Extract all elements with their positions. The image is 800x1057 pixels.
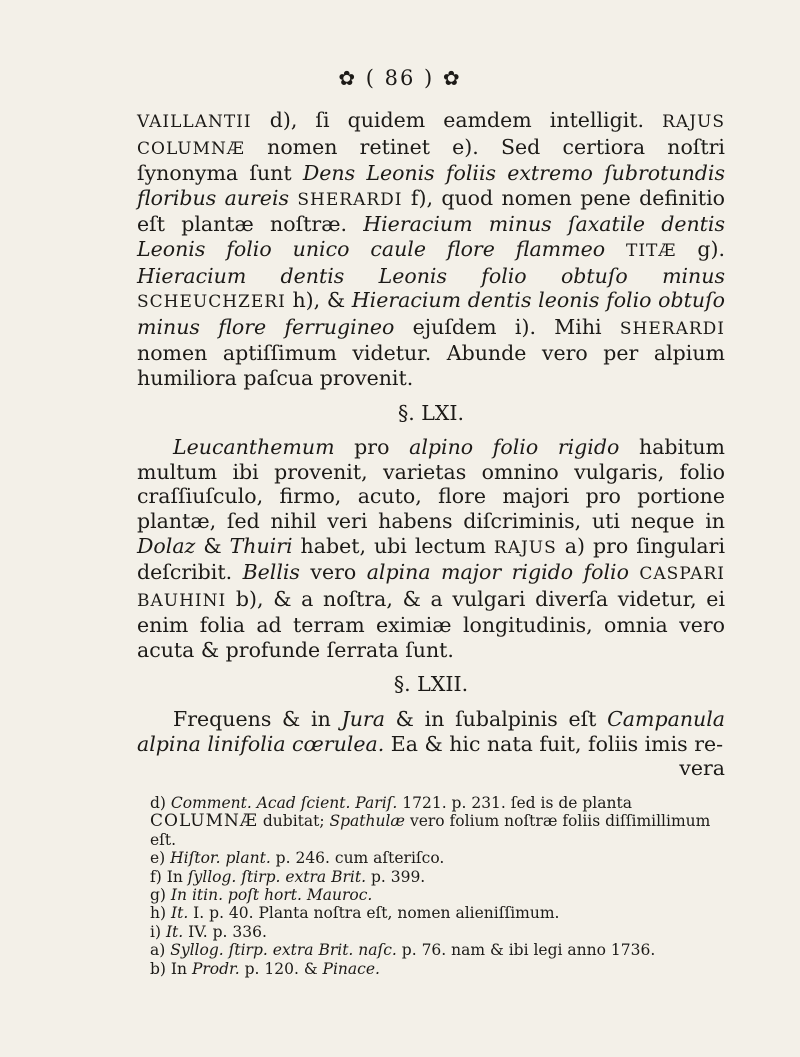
text-run: IV. p. 336. (183, 922, 267, 941)
text-run: a) (150, 941, 171, 960)
text-run: SCHEUCHZERI (137, 292, 286, 313)
text-run: p. 120. & (239, 959, 323, 978)
catchword: vera (679, 756, 725, 781)
text-run: Prodr. (191, 959, 240, 978)
text-run: & (195, 533, 230, 558)
text-run: h) (150, 904, 171, 923)
text-run: Comment. Acad ſcient. Pariſ. (170, 794, 398, 812)
text-run: In itin. poſt hort. Mauroc. (170, 886, 373, 905)
text-run: e) (150, 849, 171, 868)
text-run: & in ſubalpinis eſt (384, 707, 608, 732)
text-run (629, 560, 639, 584)
text-run: Leucanthemum (173, 435, 335, 460)
text-run: It. (170, 904, 189, 923)
text-run: g) (150, 886, 171, 905)
text-run: habitum multum ibi provenit, varietas omnino vulgaris, folio craſſiuſculo, firmo, acuto, flore majori pro portione plantæ, ſed nihil veri habens diſcriminis, uti neque in (137, 435, 725, 533)
text-run: d) (150, 794, 171, 812)
text-run: habet, ubi lectum (292, 533, 494, 558)
text-run: RAJUS (493, 537, 557, 558)
footnote-f (150, 868, 725, 886)
text-run: Hieracium minus ſaxatile dentis Leonis folio unico caule flore flammeo (137, 212, 725, 261)
text-run: CASPARI BAUHINI (137, 564, 725, 611)
text-run: Frequens & in (173, 707, 342, 732)
text-run: RAJUS COLUMNÆ (137, 112, 725, 159)
ornament-left-icon: ✿ (338, 66, 358, 90)
text-run: a) pro ſingulari deſcribit. (137, 533, 726, 585)
text-run: f) In (150, 867, 188, 886)
text-run: Thuiri (229, 533, 293, 558)
main-text (137, 108, 725, 781)
text-run: vero folium noſtræ foliis diſſimillimum eſt. (150, 812, 711, 849)
text-run: i) (150, 922, 166, 941)
text-run: dubitat; (257, 812, 330, 831)
ornament-right-icon: ✿ (442, 66, 462, 90)
text-run: Syllog. ſtirp. extra Brit. naſc. (170, 941, 397, 960)
text-run: TITÆ (626, 240, 677, 261)
text-run: COLUMNÆ (150, 811, 258, 832)
text-run: alpino folio rigido (409, 435, 620, 460)
text-run (605, 237, 626, 261)
page-number: ( 86 ) (365, 66, 435, 90)
footnote-b (150, 960, 725, 978)
text-run: h), & (285, 288, 352, 313)
section-heading-62: §. LXII. (393, 672, 469, 697)
text-run: Jura (341, 707, 385, 732)
paragraph-2 (137, 435, 725, 662)
footnote-h (150, 904, 725, 922)
text-run: Hieracium dentis Leonis folio obtuſo minus (137, 263, 725, 288)
footnote-i (150, 923, 725, 941)
text-run: Campanula alpina linifolia cœrulea. (137, 707, 725, 756)
text-run: SHERARDI (297, 189, 403, 210)
text-run: vero (299, 560, 367, 585)
text-run: nomen aptiſſimum videtur. Abunde vero per alpium humiliora paſcua provenit. (137, 341, 725, 390)
text-run: b), & a noſtra, & a vulgari diverſa videtur, ei enim folia ad terram eximiæ longitudinis, omnia vero acuta & profunde ſerrata ſunt. (137, 586, 725, 662)
text-run: It. (165, 922, 184, 941)
text-run: Ea & hic nata fuit, foliis imis re- (384, 731, 724, 756)
footnote-e (150, 849, 725, 867)
text-run: p. 76. nam & ibi legi anno 1736. (396, 941, 656, 960)
text-run: Hieracium dentis leonis folio obtuſo minus flore ferrugineo (137, 288, 725, 339)
running-head (0, 66, 800, 90)
text-run: nomen retinet e). Sed certiora noſtri ſynonyma ſunt (137, 134, 725, 186)
footnotes (150, 794, 725, 978)
text-run: I. p. 40. Planta noſtra eſt, nomen alieniſſimum. (188, 904, 560, 923)
footnote-a (150, 941, 725, 959)
section-heading-61: §. LXI. (397, 400, 465, 425)
text-run: p. 399. (366, 867, 426, 886)
text-run: 1721. p. 231. ſed is de planta (397, 794, 632, 812)
text-run: f), quod nomen pene definitio eſt plantæ noſtræ. (137, 185, 725, 237)
footnote-g (150, 886, 725, 904)
footnote-d (150, 794, 725, 849)
text-run: pro (334, 435, 410, 460)
text-run: Pinace. (322, 959, 380, 978)
text-run: d), ſi quidem eamdem intelligit. (251, 108, 663, 132)
text-run: ſyllog. ſtirp. extra Brit. (187, 867, 367, 886)
text-run: SHERARDI (619, 318, 725, 339)
text-run: VAILLANTII (137, 112, 252, 132)
text-run: ejuſdem i). Mihi (394, 314, 620, 339)
paragraph-1 (137, 108, 725, 391)
text-run: g). (676, 236, 726, 261)
text-run: Bellis (242, 560, 300, 585)
text-run: alpina major rigido folio (366, 560, 629, 585)
text-run: Dolaz (137, 533, 196, 558)
text-run: Dens Leonis foliis extremo ſubrotundis floribus aureis (137, 161, 725, 210)
text-run: Spathulæ (329, 812, 406, 831)
text-run: b) In (150, 959, 192, 978)
text-run: Hiſtor. plant. (170, 849, 271, 868)
paragraph-3 (137, 707, 725, 756)
text-run: p. 246. cum aſteriſco. (270, 849, 445, 868)
